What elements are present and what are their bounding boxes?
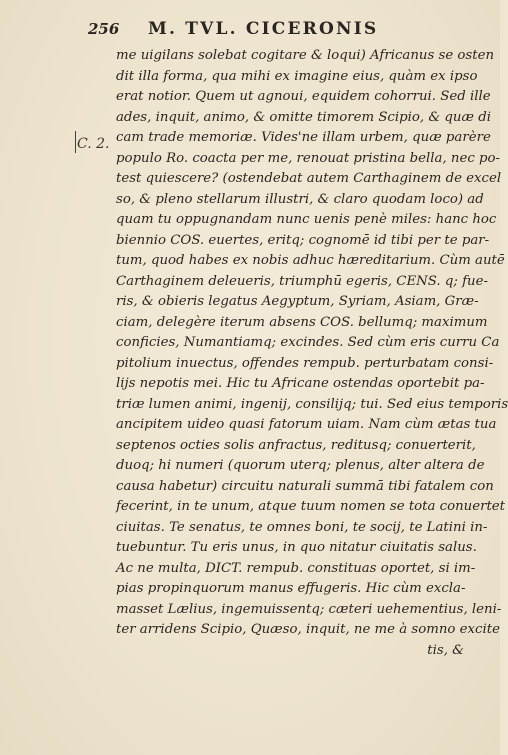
text-line: ciuitas. Te senatus, te omnes boni, te socij, te Latini in- <box>116 519 488 535</box>
text-line: ciam, delegère iterum absens COS. bellumq; maximum <box>116 314 488 330</box>
text-line: biennio COS. euertes, eritq; cognomē id tibi per te par- <box>116 232 490 248</box>
page-number: 256 <box>88 20 120 38</box>
margin-bracket <box>75 131 76 153</box>
text-line: fecerint, in te unum, atque tuum nomen se tota conuertet <box>116 499 506 514</box>
text-line: Ac ne multa, DICT. rempub. constituas oportet, si im- <box>116 560 476 576</box>
text-line: populo Ro. coacta per me, renouat pristina bella, nec po- <box>116 150 501 166</box>
running-head: M. TVL. CICERONIS <box>148 19 379 39</box>
text-line: so, & pleno stellarum illustri, & claro quodam loco) ad <box>116 191 484 207</box>
text-line: me uigilans solebat cogitare & loqui) Africanus se osten <box>116 48 495 63</box>
text-line: causa habetur) circuitu naturali summā tibi fatalem con <box>116 478 494 494</box>
text-line: erat notior. Quem ut agnoui, equidem cohorrui. Sed ille <box>116 89 491 104</box>
text-line: cam trade memoriæ. Vides'ne illam urbem, quæ parère <box>116 130 491 145</box>
text-line: duoq; hi numeri (quorum uterq; plenus, alter altera de <box>116 458 485 473</box>
text-line: tis, & <box>427 642 464 658</box>
body-text <box>116 46 508 661</box>
text-line: septenos octies solis anfractus, reditusq; conuerterit, <box>116 437 476 453</box>
text-line: quam tu oppugnandam nunc uenis penè miles: hanc hoc <box>116 212 497 227</box>
page-header <box>88 10 468 40</box>
margin-note: C. 2. <box>77 136 110 152</box>
text-line: test quiescere? (ostendebat autem Carthaginem de excel <box>116 171 502 186</box>
text-line: Carthaginem deleueris, triumphū egeris, CENS. q; fue- <box>116 273 488 289</box>
text-line: masset Lælius, ingemuissentq; cæteri uehementius, leni- <box>116 601 502 617</box>
text-line: tuebuntur. Tu eris unus, in quo nitatur ciuitatis salus. <box>116 540 477 555</box>
text-line: tum, quod habes ex nobis adhuc hæreditarium. Cùm autē <box>116 253 505 268</box>
text-line: pias propinquorum manus effugeris. Hic cùm excla- <box>116 581 466 596</box>
text-line: ades, inquit, animo, & omitte timorem Scipio, & quæ di <box>116 109 491 125</box>
text-line: triæ lumen animi, ingenij, consilijq; tui. Sed eius temporis <box>116 396 508 412</box>
text-line: ris, & obieris legatus Aegyptum, Syriam, Asiam, Græ- <box>116 294 479 309</box>
text-line: pitolium inuectus, offendes rempub. perturbatam consi- <box>116 355 494 371</box>
text-line: conficies, Numantiamq; excindes. Sed cùm eris curru Ca <box>116 335 500 350</box>
text-line: ancipitem uideo quasi fatorum uiam. Nam cùm ætas tua <box>116 417 497 432</box>
text-line: lijs nepotis mei. Hic tu Africane ostendas oportebit pa- <box>116 376 485 391</box>
text-line: ter arridens Scipio, Quæso, inquit, ne me à somno excite <box>116 622 500 637</box>
text-line: dit illa forma, qua mihi ex imagine eius, quàm ex ipso <box>116 68 478 84</box>
